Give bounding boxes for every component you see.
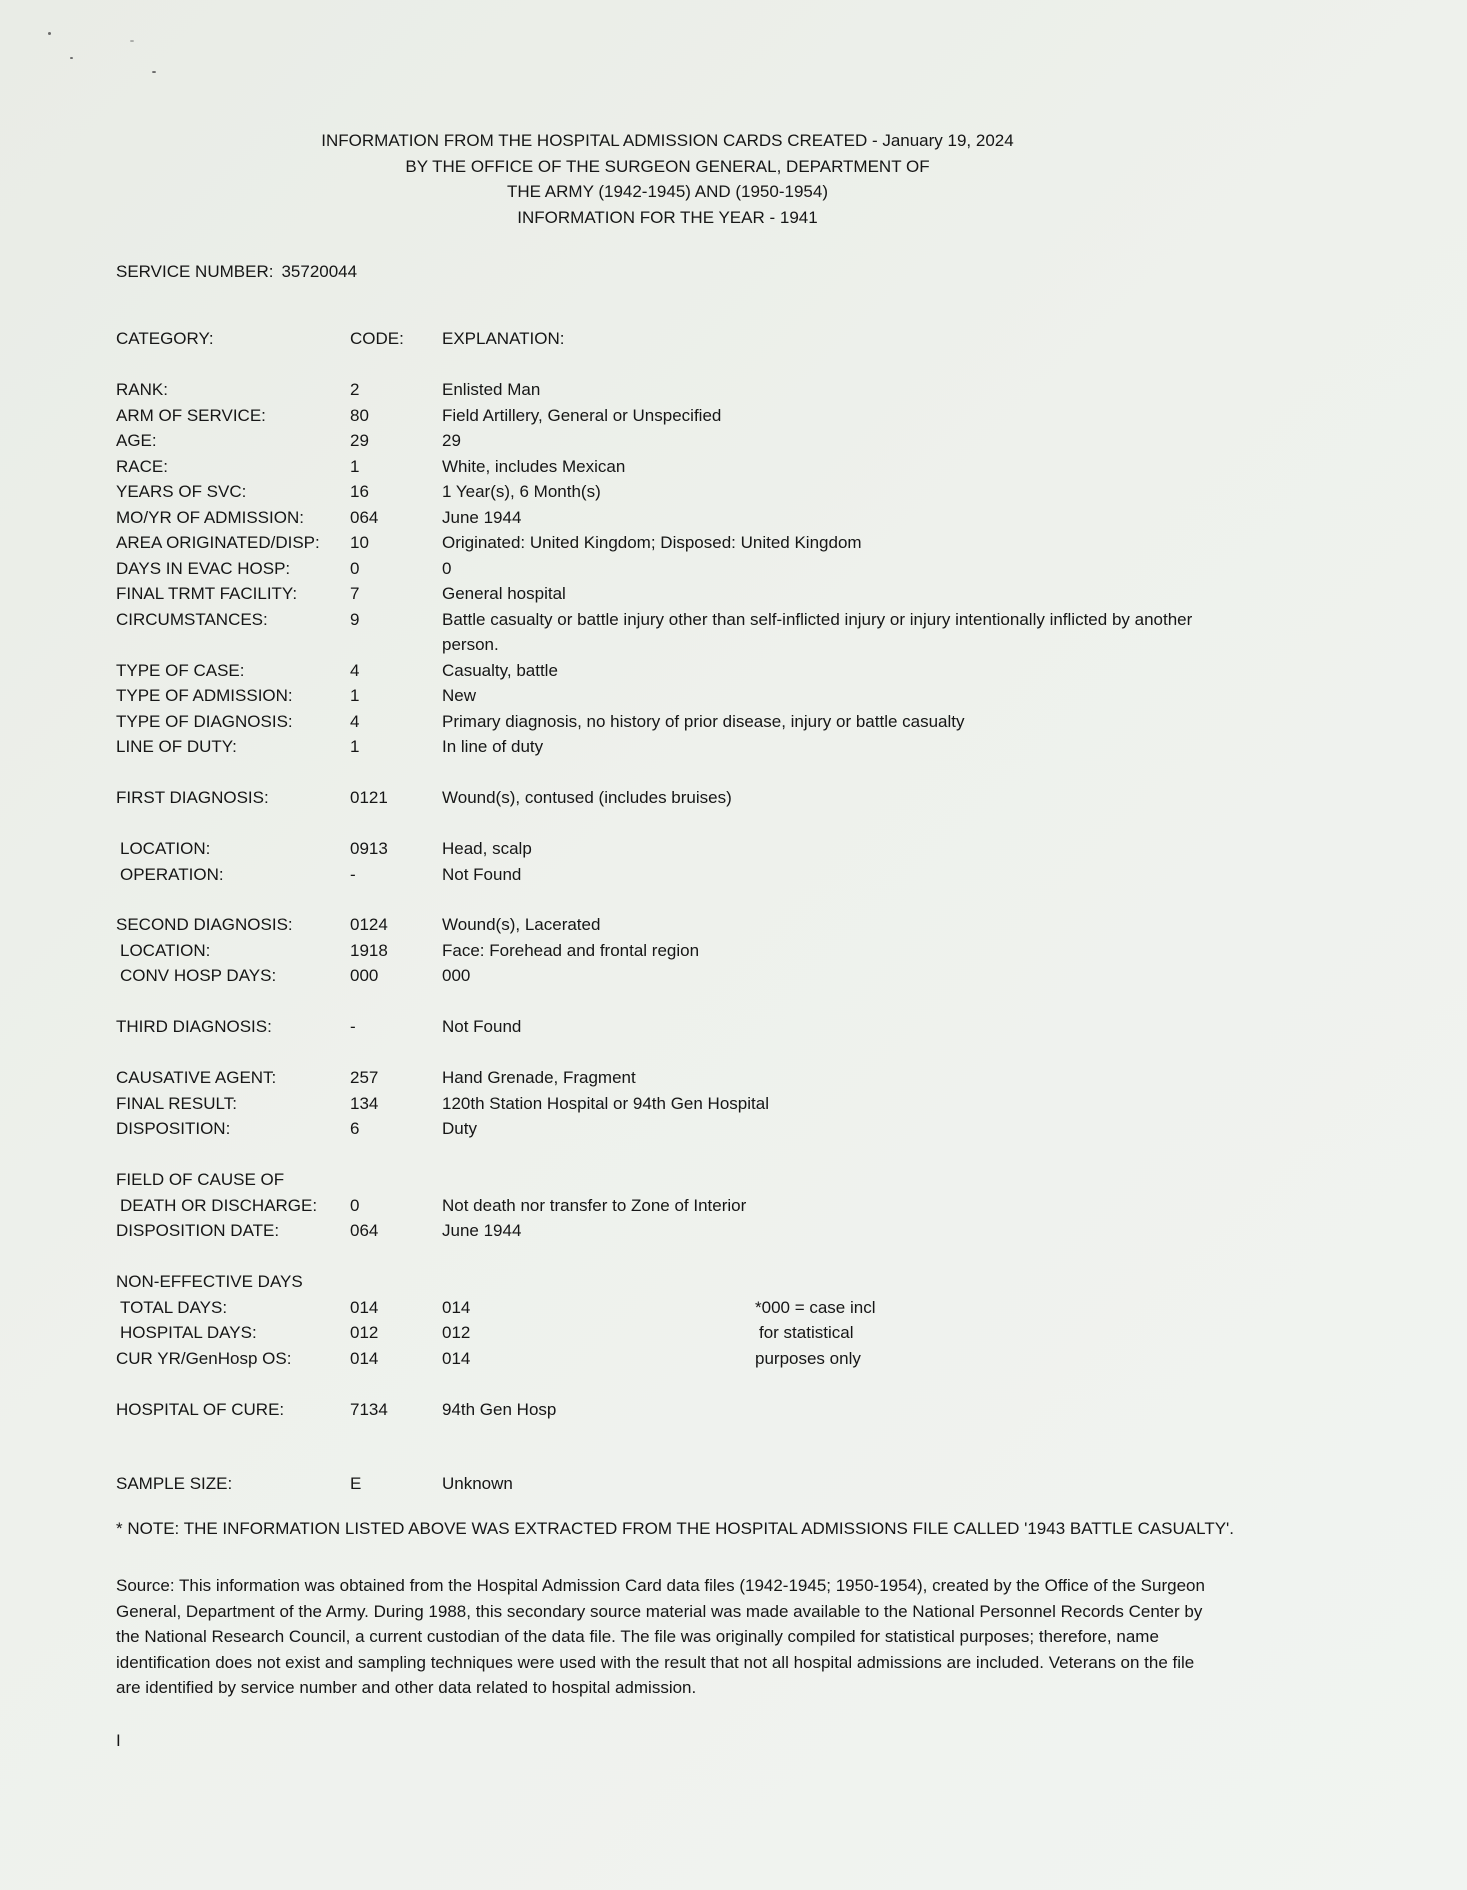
- record-category: HOSPITAL DAYS:: [120, 1323, 257, 1342]
- scan-speck: [70, 57, 73, 59]
- record-code: 1918: [350, 940, 388, 960]
- record-explanation: 0: [442, 558, 452, 578]
- record-category: FIELD OF CAUSE OF: [116, 1170, 285, 1189]
- record-category: TYPE OF ADMISSION:: [116, 686, 293, 705]
- extraction-note: * NOTE: THE INFORMATION LISTED ABOVE WAS EXTRACTED FROM THE HOSPITAL ADMISSIONS FILE CALLED '1943 BATTLE CASUALTY'.: [116, 1519, 1235, 1538]
- record-category: DISPOSITION:: [116, 1119, 231, 1138]
- record-code: 257: [350, 1068, 379, 1087]
- record-explanation: Face: Forehead and frontal region: [442, 940, 700, 960]
- record-category: FIRST DIAGNOSIS:: [116, 788, 269, 807]
- record-explanation: 29: [442, 431, 461, 450]
- record-note: for statistical: [759, 1323, 854, 1342]
- record-code: 012: [350, 1323, 379, 1342]
- record-code: 1: [350, 456, 360, 476]
- column-header-code: CODE:: [350, 329, 404, 348]
- source-paragraph: Source: This information was obtained from the Hospital Admission Card data files (1942-1945; 1950-1954), created by the Office of the Surgeon General, Department of the Army. During 1988, this secondary source material was made available to the National Personnel Records Center by the National Research Council, a current custodian of the data file. The file was originally compiled for statistical purposes; therefore, name identification does not exist and sampling techniques were used with the result that not all hospital admissions are included. Veterans on the file are identified by service number and other data related to hospital admission.: [116, 1576, 1205, 1697]
- record-code: 1: [350, 737, 360, 756]
- record-code: 1: [350, 686, 360, 705]
- record-code: 29: [350, 431, 369, 450]
- record-category: RACE:: [116, 456, 168, 476]
- page-footmark: I: [116, 1731, 121, 1750]
- record-note: *000 = case incl: [755, 1297, 876, 1317]
- record-explanation: 000: [442, 966, 471, 985]
- record-category: LOCATION:: [120, 839, 211, 858]
- record-explanation: Head, scalp: [442, 839, 532, 858]
- record-category: OPERATION:: [120, 864, 224, 884]
- record-code: 0121: [350, 788, 388, 807]
- record-code: 064: [350, 1221, 379, 1240]
- record-category: HOSPITAL OF CURE:: [116, 1399, 285, 1419]
- record-code: 6: [350, 1119, 360, 1138]
- record-code: 0: [350, 558, 360, 578]
- record-code: 134: [350, 1093, 379, 1113]
- record-code: 0124: [350, 915, 388, 934]
- scan-speck: [130, 40, 134, 42]
- record-explanation: 120th Station Hospital or 94th Gen Hospital: [442, 1093, 769, 1113]
- record-category: DAYS IN EVAC HOSP:: [116, 558, 291, 578]
- record-code: -: [350, 864, 356, 884]
- record-code: 014: [350, 1297, 379, 1317]
- record-code: 80: [350, 405, 369, 425]
- record-code: E: [350, 1474, 362, 1493]
- service-number-label: SERVICE NUMBER:: [116, 262, 274, 281]
- record-explanation: June 1944: [442, 1221, 522, 1240]
- record-category: THIRD DIAGNOSIS:: [116, 1017, 272, 1036]
- record-explanation: Battle casualty or battle injury other than self-inflicted injury or injury intentionally inflicted by another person.: [442, 609, 1193, 654]
- record-explanation: Not death nor transfer to Zone of Interior: [442, 1195, 747, 1215]
- record-code: 0: [350, 1195, 360, 1215]
- record-explanation: New: [442, 686, 477, 705]
- record-category: MO/YR OF ADMISSION:: [116, 507, 304, 527]
- record-category: CONV HOSP DAYS:: [120, 966, 277, 985]
- record-explanation: Wound(s), Lacerated: [442, 915, 601, 934]
- record-explanation: Not Found: [442, 1017, 522, 1036]
- record-note: purposes only: [755, 1348, 861, 1368]
- record-code: 7: [350, 584, 360, 603]
- column-header-category: CATEGORY:: [116, 329, 214, 348]
- record-category: CUR YR/GenHosp OS:: [116, 1348, 292, 1368]
- record-explanation: Wound(s), contused (includes bruises): [442, 788, 732, 807]
- record-explanation: 94th Gen Hosp: [442, 1399, 557, 1419]
- record-code: 2: [350, 380, 360, 399]
- service-number: [116, 262, 357, 282]
- record-code: -: [350, 1017, 356, 1036]
- record-explanation: 1 Year(s), 6 Month(s): [442, 482, 601, 501]
- record-explanation: Originated: United Kingdom; Disposed: United Kingdom: [442, 533, 862, 552]
- record-explanation: 012: [442, 1323, 471, 1342]
- record-code: 4: [350, 711, 360, 731]
- record-explanation: 014: [442, 1297, 471, 1317]
- record-code: 014: [350, 1348, 379, 1368]
- record-explanation: Field Artillery, General or Unspecified: [442, 405, 722, 425]
- record-code: 16: [350, 482, 369, 501]
- record-explanation: In line of duty: [442, 737, 544, 756]
- record-explanation: Duty: [442, 1119, 477, 1138]
- record-category: DISPOSITION DATE:: [116, 1221, 280, 1240]
- record-code: 7134: [350, 1399, 388, 1419]
- record-category: LOCATION:: [120, 940, 211, 960]
- record-explanation: Primary diagnosis, no history of prior disease, injury or battle casualty: [442, 711, 965, 731]
- record-explanation: Enlisted Man: [442, 380, 541, 399]
- record-category: AREA ORIGINATED/DISP:: [116, 533, 320, 552]
- record-code: 000: [350, 966, 379, 985]
- column-header-explanation: EXPLANATION:: [442, 329, 565, 348]
- scan-speck: [152, 71, 156, 73]
- record-category: SECOND DIAGNOSIS:: [116, 915, 293, 934]
- record-code: 064: [350, 507, 379, 527]
- record-category: CAUSATIVE AGENT:: [116, 1068, 277, 1087]
- record-category: AGE:: [116, 431, 157, 450]
- record-category: FINAL RESULT:: [116, 1093, 237, 1113]
- document-header: [0, 128, 1335, 230]
- record-category: ARM OF SERVICE:: [116, 405, 266, 425]
- header-line: BY THE OFFICE OF THE SURGEON GENERAL, DEPARTMENT OF: [405, 156, 930, 176]
- record-explanation: June 1944: [442, 507, 522, 527]
- record-category: RANK:: [116, 380, 168, 399]
- record-category: NON-EFFECTIVE DAYS: [116, 1272, 303, 1291]
- scan-speck: [48, 32, 51, 35]
- record-category: SAMPLE SIZE:: [116, 1474, 233, 1493]
- header-line: INFORMATION FOR THE YEAR - 1941: [517, 207, 818, 227]
- record-category: CIRCUMSTANCES:: [116, 609, 268, 629]
- service-number-value: 35720044: [281, 262, 358, 281]
- record-code: 0913: [350, 839, 388, 858]
- record-explanation: Hand Grenade, Fragment: [442, 1068, 636, 1087]
- record-category: FINAL TRMT FACILITY:: [116, 584, 298, 603]
- record-category: TOTAL DAYS:: [120, 1297, 228, 1317]
- record-explanation: Not Found: [442, 864, 522, 884]
- record-explanation: General hospital: [442, 584, 566, 603]
- record-explanation: White, includes Mexican: [442, 456, 626, 476]
- record-code: 10: [350, 533, 369, 552]
- record-category: TYPE OF DIAGNOSIS:: [116, 711, 293, 731]
- record-category: LINE OF DUTY:: [116, 737, 237, 756]
- record-explanation: Unknown: [442, 1474, 513, 1493]
- header-line: INFORMATION FROM THE HOSPITAL ADMISSION CARDS CREATED - January 19, 2024: [321, 131, 1014, 150]
- record-code: 9: [350, 609, 360, 629]
- record-category: YEARS OF SVC:: [116, 482, 247, 501]
- record-category: DEATH OR DISCHARGE:: [120, 1195, 318, 1215]
- record-code: 4: [350, 660, 360, 680]
- header-line: THE ARMY (1942-1945) AND (1950-1954): [507, 182, 828, 201]
- record-category: TYPE OF CASE:: [116, 660, 245, 680]
- record-explanation: Casualty, battle: [442, 660, 558, 680]
- record-explanation: 014: [442, 1348, 471, 1368]
